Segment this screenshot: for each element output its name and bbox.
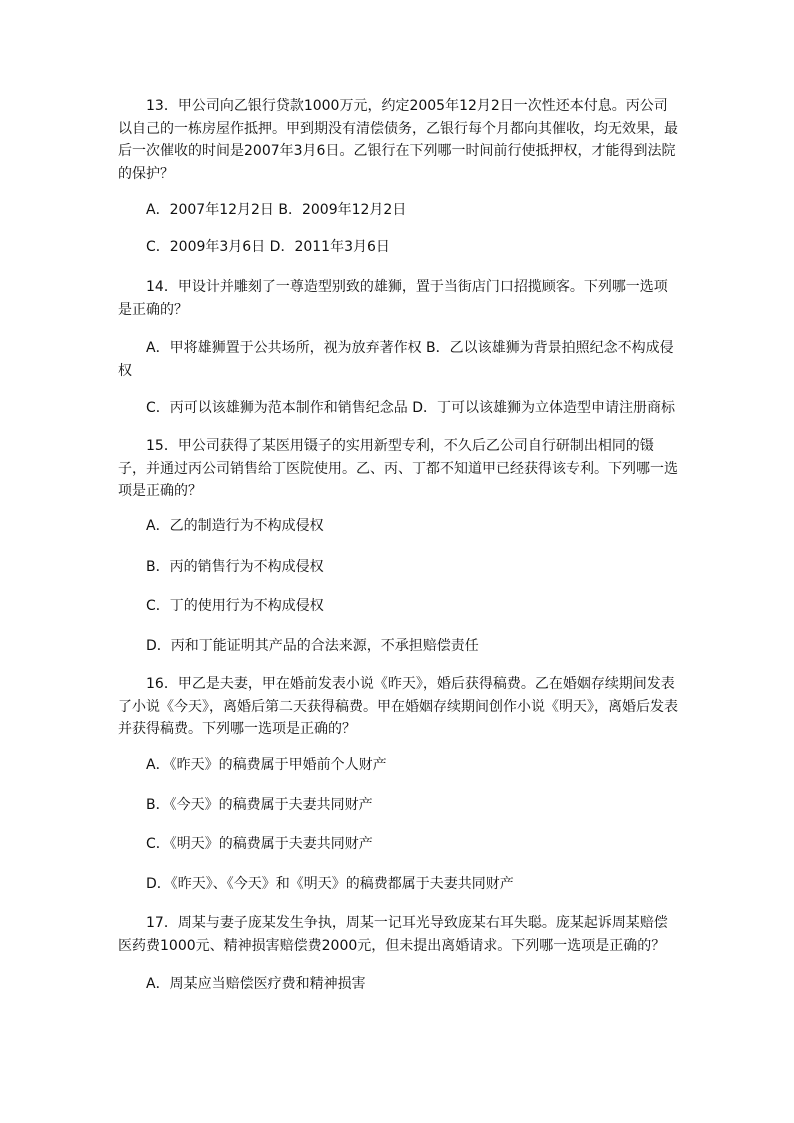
question-15-stem: 15．甲公司获得了某医用镊子的实用新型专利，不久后乙公司自行研制出相同的镊子，并通过丙公司销售给丁医院使用。乙、丙、丁都不知道甲已经获得该专利。下列哪一选项是正确的？ bbox=[118, 438, 678, 499]
question-15-option-d: D．丙和丁能证明其产品的合法来源，不承担赔偿责任 bbox=[146, 638, 479, 654]
question-13-option-ab: A．2007年12月2日 B．2009年12月2日 bbox=[146, 202, 407, 218]
question-13-stem: 13．甲公司向乙银行贷款1000万元，约定2005年12月2日一次性还本付息。丙公司以自己的一栋房屋作抵押。甲到期没有清偿债务，乙银行每个月都向其催收，均无效果，最后一次催收的时间是2007年3月6日。乙银行在下列哪一时间前行使抵押权，才能得到法院的保护？ bbox=[118, 98, 678, 182]
question-17-option-a: A．周某应当赔偿医疗费和精神损害 bbox=[146, 976, 366, 992]
question-14-option-ab: A．甲将雄狮置于公共场所，视为放弃著作权 B．乙以该雄狮为背景拍照纪念不构成侵权 bbox=[118, 340, 674, 379]
question-16-option-a: A．《昨天》的稿费属于甲婚前个人财产 bbox=[146, 757, 387, 773]
question-14-option-cd: C．丙可以该雄狮为范本制作和销售纪念品 D．丁可以该雄狮为立体造型申请注册商标 bbox=[146, 400, 676, 416]
question-14-stem: 14．甲设计并雕刻了一尊造型别致的雄狮，置于当街店门口招揽顾客。下列哪一选项是正确的？ bbox=[118, 279, 668, 318]
question-15-option-a: A．乙的制造行为不构成侵权 bbox=[146, 518, 324, 534]
question-17-stem: 17．周某与妻子庞某发生争执，周某一记耳光导致庞某右耳失聪。庞某起诉周某赔偿医药费1000元、精神损害赔偿费2000元，但未提出离婚请求。下列哪一选项是正确的？ bbox=[118, 915, 668, 954]
question-15-option-b: B．丙的销售行为不构成侵权 bbox=[146, 559, 324, 575]
question-16-option-b: B．《今天》的稿费属于夫妻共同财产 bbox=[146, 797, 373, 813]
question-16-option-c: C．《明天》的稿费属于夫妻共同财产 bbox=[146, 836, 373, 852]
question-16-stem: 16．甲乙是夫妻，甲在婚前发表小说《昨天》，婚后获得稿费。乙在婚姻存续期间发表了小说《今天》，离婚后第二天获得稿费。甲在婚姻存续期间创作小说《明天》，离婚后发表并获得稿费。下列哪一选项是正确的？ bbox=[118, 676, 678, 737]
question-15-option-c: C．丁的使用行为不构成侵权 bbox=[146, 598, 324, 614]
question-16-option-d: D．《昨天》、《今天》和《明天》的稿费都属于夫妻共同财产 bbox=[146, 876, 514, 892]
question-13-option-cd: C．2009年3月6日 D．2011年3月6日 bbox=[146, 239, 390, 255]
